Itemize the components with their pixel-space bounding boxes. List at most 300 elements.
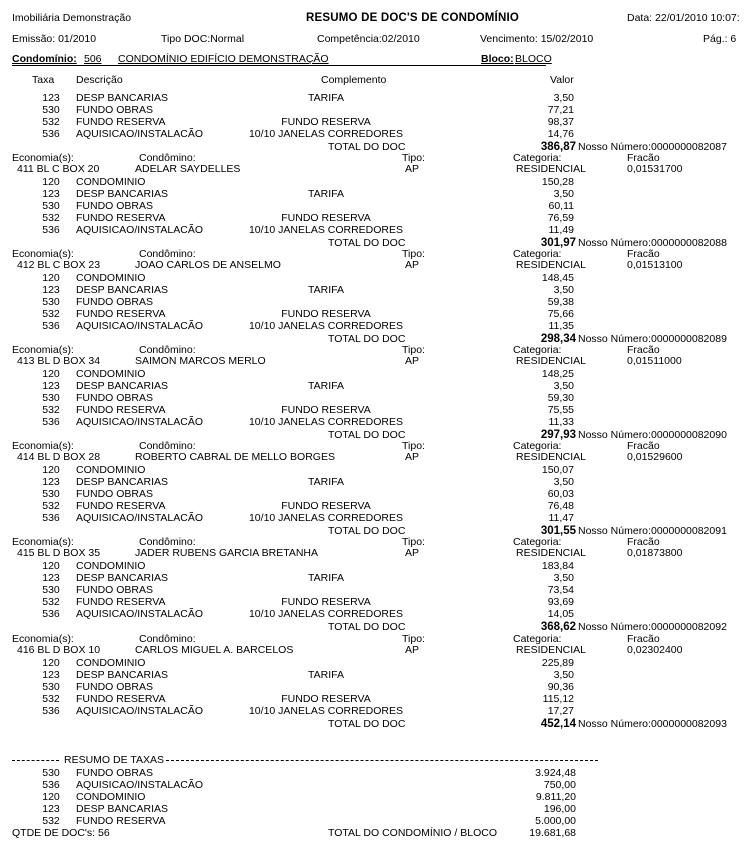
fee-row	[0, 404, 746, 416]
type-value: AP	[405, 451, 420, 464]
fee-description: DESP BANCARIAS	[76, 92, 169, 104]
category-value: RESIDENCIAL	[516, 355, 587, 368]
fee-row	[0, 693, 746, 705]
fee-row	[0, 128, 746, 140]
fee-value: 150,28	[541, 176, 574, 188]
fee-description: AQUISICAO/INSTALACÃO	[76, 608, 203, 621]
fee-complement: FUNDO RESERVA	[281, 308, 371, 321]
fee-complement: TARIFA	[308, 380, 344, 393]
fee-code: 120	[42, 656, 60, 669]
fee-description: AQUISICAO/INSTALACÃO	[76, 512, 203, 525]
fee-value: 59,30	[547, 392, 574, 405]
type-label: Tipo:	[402, 632, 425, 645]
type-value: AP	[405, 163, 420, 175]
economy-value-row	[0, 547, 746, 559]
fee-row	[0, 500, 746, 512]
nosso-numero-value: 0000000082090	[651, 429, 727, 442]
summary-dash-right	[166, 760, 598, 761]
economy-label: Economia(s):	[12, 440, 74, 453]
summary-row	[0, 791, 746, 803]
fee-code: 530	[42, 296, 60, 309]
report-header-line2	[0, 33, 746, 45]
fee-value: 3,50	[553, 668, 574, 681]
fee-row	[0, 596, 746, 608]
fee-value: 60,03	[547, 488, 574, 501]
economy-label: Economia(s):	[12, 632, 74, 645]
fee-code: 120	[42, 176, 60, 188]
summary-code: 530	[42, 767, 60, 779]
fraction-label: Fracão	[627, 152, 660, 164]
fee-complement: TARIFA	[308, 92, 344, 104]
fee-description: CONDOMINIO	[76, 464, 146, 477]
summary-value: 9.811,20	[535, 791, 576, 803]
fee-row	[0, 608, 746, 620]
fee-description: FUNDO RESERVA	[76, 596, 166, 609]
type-value: AP	[405, 259, 420, 272]
doc-total-value: 301,55	[540, 525, 576, 538]
economy-value-row	[0, 355, 746, 367]
nosso-numero-label: Nosso Número:	[578, 621, 651, 634]
fee-row	[0, 368, 746, 380]
summary-total-row	[0, 827, 746, 839]
summary-description: FUNDO RESERVA	[76, 815, 166, 827]
fee-value: 17,27	[547, 704, 574, 717]
fee-description: FUNDO OBRAS	[76, 584, 154, 597]
fee-complement: FUNDO RESERVA	[281, 596, 371, 609]
fee-code: 530	[42, 680, 60, 693]
fee-value: 59,38	[547, 296, 574, 309]
fee-description: AQUISICAO/INSTALACÃO	[76, 416, 203, 429]
fee-description: FUNDO OBRAS	[76, 200, 154, 212]
fee-code: 532	[42, 692, 60, 705]
category-value: RESIDENCIAL	[516, 163, 587, 175]
fee-code: 532	[42, 212, 60, 224]
fee-code: 123	[42, 284, 60, 297]
fee-complement: 10/10 JANELAS CORREDORES	[248, 704, 404, 717]
fee-value: 98,37	[547, 116, 574, 128]
summary-description: DESP BANCARIAS	[76, 803, 169, 815]
fee-description: CONDOMINIO	[76, 560, 146, 573]
fee-row	[0, 669, 746, 681]
type-label: Tipo:	[402, 440, 425, 453]
fee-code: 536	[42, 416, 60, 429]
fee-code: 532	[42, 404, 60, 417]
fee-row	[0, 705, 746, 717]
fee-complement: TARIFA	[308, 572, 344, 585]
nosso-numero-label: Nosso Número:	[578, 429, 651, 442]
fee-code: 123	[42, 572, 60, 585]
fee-value: 3,50	[553, 188, 574, 200]
fraction-value: 0,01511000	[627, 355, 682, 368]
emission-date: Emissão: 01/2010	[12, 33, 97, 45]
fee-value: 11,47	[548, 512, 574, 525]
fee-value: 90,36	[547, 680, 574, 693]
type-label: Tipo:	[402, 344, 425, 357]
fee-code: 532	[42, 500, 60, 513]
fee-code: 536	[42, 128, 60, 140]
fee-value: 75,55	[547, 404, 574, 417]
fee-complement: TARIFA	[308, 476, 344, 489]
fee-row	[0, 464, 746, 476]
fee-row	[0, 188, 746, 200]
summary-title: RESUMO DE TAXAS	[64, 754, 164, 766]
fee-code: 536	[42, 608, 60, 621]
condo-total-value: 19.681,68	[529, 827, 576, 839]
doc-total-label: TOTAL DO DOC	[328, 237, 406, 249]
fee-description: DESP BANCARIAS	[76, 380, 169, 393]
fee-row	[0, 380, 746, 392]
economy-value: 413 BL D BOX 34	[17, 355, 101, 368]
fee-code: 123	[42, 380, 60, 393]
column-header-row	[0, 74, 746, 86]
fee-complement: FUNDO RESERVA	[281, 116, 371, 128]
page-number: Pág.: 6	[703, 33, 737, 45]
fee-description: DESP BANCARIAS	[76, 572, 169, 585]
fee-description: AQUISICAO/INSTALACÃO	[76, 128, 203, 140]
doc-total-label: TOTAL DO DOC	[328, 429, 406, 442]
fee-row	[0, 200, 746, 212]
fee-value: 60,11	[548, 200, 574, 212]
doc-total-value: 452,14	[540, 717, 576, 730]
col-complemento: Complemento	[321, 74, 387, 86]
owner-label: Condômino:	[139, 152, 196, 164]
type-label: Tipo:	[402, 536, 425, 549]
economy-value-row	[0, 163, 746, 175]
category-label: Categoria:	[513, 632, 562, 645]
owner-name: JOAO CARLOS DE ANSELMO	[135, 259, 281, 272]
fee-code: 123	[42, 476, 60, 489]
owner-name: SAIMON MARCOS MERLO	[135, 355, 266, 368]
owner-name: ADELAR SAYDELLES	[135, 163, 241, 175]
fee-description: CONDOMINIO	[76, 656, 146, 669]
fee-code: 123	[42, 92, 60, 104]
category-value: RESIDENCIAL	[516, 451, 587, 464]
fee-row	[0, 320, 746, 332]
doc-total-label: TOTAL DO DOC	[328, 621, 406, 634]
fee-complement: 10/10 JANELAS CORREDORES	[248, 416, 404, 429]
condo-total-label: TOTAL DO CONDOMÍNIO / BLOCO	[328, 827, 497, 839]
fee-value: 73,54	[547, 584, 574, 597]
fee-description: AQUISICAO/INSTALACÃO	[76, 704, 203, 717]
condominium-name: CONDOMÍNIO EDIFÍCIO DEMONSTRAÇÃO	[118, 53, 329, 65]
fraction-value: 0,01531700	[627, 163, 683, 175]
nosso-numero-label: Nosso Número:	[578, 141, 651, 153]
competence: Competência:02/2010	[317, 33, 420, 45]
doc-total-label: TOTAL DO DOC	[328, 141, 406, 153]
doc-total-value: 297,93	[540, 429, 576, 442]
category-label: Categoria:	[513, 440, 562, 453]
fee-row	[0, 92, 746, 104]
fee-complement: 10/10 JANELAS CORREDORES	[248, 128, 404, 140]
nosso-numero-label: Nosso Número:	[578, 525, 651, 538]
summary-value: 5.000,00	[535, 815, 576, 827]
doc-total-value: 301,97	[540, 237, 576, 249]
fee-description: FUNDO OBRAS	[76, 104, 154, 116]
fee-description: FUNDO RESERVA	[76, 500, 166, 513]
type-value: AP	[405, 643, 420, 656]
condominium-underline	[12, 65, 546, 66]
fraction-value: 0,01529600	[627, 451, 683, 464]
owner-label: Condômino:	[139, 536, 196, 549]
nosso-numero-value: 0000000082087	[651, 141, 727, 153]
fee-description: AQUISICAO/INSTALACÃO	[76, 224, 203, 236]
fee-code: 123	[42, 188, 60, 200]
fee-description: FUNDO RESERVA	[76, 692, 166, 705]
fee-row	[0, 416, 746, 428]
category-value: RESIDENCIAL	[516, 643, 587, 656]
fee-row	[0, 308, 746, 320]
fee-value: 77,21	[547, 104, 574, 116]
fee-complement: FUNDO RESERVA	[281, 692, 371, 705]
category-value: RESIDENCIAL	[516, 259, 587, 272]
fraction-label: Fracão	[627, 344, 660, 357]
fee-description: DESP BANCARIAS	[76, 668, 169, 681]
fee-row	[0, 681, 746, 693]
block-value: BLOCO	[515, 53, 552, 65]
economy-label: Economia(s):	[12, 248, 74, 261]
summary-row	[0, 803, 746, 815]
nosso-numero-value: 0000000082092	[651, 621, 727, 634]
fee-complement: FUNDO RESERVA	[281, 404, 371, 417]
fee-value: 14,76	[547, 128, 574, 140]
summary-value: 750,00	[543, 779, 576, 791]
summary-code: 120	[42, 791, 60, 803]
fee-code: 532	[42, 116, 60, 128]
economy-value-row	[0, 259, 746, 271]
fee-complement: TARIFA	[308, 188, 344, 200]
fee-row	[0, 116, 746, 128]
summary-value: 3.924,48	[535, 767, 576, 779]
owner-name: CARLOS MIGUEL A. BARCELOS	[135, 643, 294, 656]
summary-code: 536	[42, 779, 60, 791]
fee-code: 530	[42, 104, 60, 116]
economy-value: 415 BL D BOX 35	[17, 547, 101, 560]
fee-row	[0, 392, 746, 404]
fee-value: 3,50	[553, 380, 574, 393]
fee-code: 536	[42, 512, 60, 525]
category-label: Categoria:	[513, 152, 562, 164]
owner-name: ROBERTO CABRAL DE MELLO BORGES	[135, 451, 335, 464]
fee-complement: 10/10 JANELAS CORREDORES	[248, 512, 404, 525]
fee-code: 120	[42, 560, 60, 573]
fee-row	[0, 657, 746, 669]
fee-description: CONDOMINIO	[76, 176, 146, 188]
nosso-numero-value: 0000000082091	[651, 525, 727, 538]
fee-complement: 10/10 JANELAS CORREDORES	[248, 608, 404, 621]
doc-total-label: TOTAL DO DOC	[328, 525, 406, 538]
owner-label: Condômino:	[139, 440, 196, 453]
fee-value: 14,05	[547, 608, 574, 621]
fee-value: 11,33	[548, 416, 574, 429]
doc-total-label: TOTAL DO DOC	[328, 333, 406, 346]
summary-row	[0, 815, 746, 827]
fee-complement: 10/10 JANELAS CORREDORES	[248, 320, 404, 333]
economy-label: Economia(s):	[12, 536, 74, 549]
fee-row	[0, 296, 746, 308]
summary-code: 532	[42, 815, 60, 827]
fee-value: 150,07	[541, 464, 574, 477]
doc-count: QTDE DE DOC's: 56	[12, 827, 110, 839]
type-label: Tipo:	[402, 152, 425, 164]
fee-value: 3,50	[553, 284, 574, 297]
nosso-numero-value: 0000000082089	[651, 333, 727, 346]
type-label: Tipo:	[402, 248, 425, 261]
economy-value: 416 BL D BOX 10	[17, 643, 101, 656]
fee-description: FUNDO OBRAS	[76, 680, 154, 693]
doc-total-value: 386,87	[540, 141, 576, 153]
fee-row	[0, 176, 746, 188]
economy-label: Economia(s):	[12, 152, 74, 164]
fee-row	[0, 512, 746, 524]
col-taxa: Taxa	[32, 74, 55, 86]
fee-row	[0, 560, 746, 572]
fraction-label: Fracão	[627, 248, 660, 261]
fee-value: 3,50	[553, 92, 574, 104]
doc-total-value: 298,34	[540, 333, 576, 346]
category-label: Categoria:	[513, 248, 562, 261]
category-label: Categoria:	[513, 344, 562, 357]
fee-code: 530	[42, 392, 60, 405]
owner-label: Condômino:	[139, 248, 196, 261]
fee-code: 123	[42, 668, 60, 681]
summary-description: FUNDO OBRAS	[76, 767, 154, 779]
fee-code: 530	[42, 584, 60, 597]
fee-code: 536	[42, 704, 60, 717]
economy-value-row	[0, 451, 746, 463]
condominium-code: 506	[84, 53, 102, 65]
doc-total-row	[0, 718, 746, 730]
fee-value: 3,50	[553, 572, 574, 585]
fraction-value: 0,01873800	[627, 547, 683, 560]
fee-row	[0, 284, 746, 296]
economy-value-row	[0, 644, 746, 656]
col-valor: Valor	[550, 74, 574, 86]
fee-complement: TARIFA	[308, 668, 344, 681]
doc-total-label: TOTAL DO DOC	[328, 717, 406, 730]
fee-code: 120	[42, 368, 60, 381]
fee-row	[0, 476, 746, 488]
fee-description: CONDOMINIO	[76, 368, 146, 381]
economy-value: 414 BL D BOX 28	[17, 451, 101, 464]
summary-description: CONDOMINIO	[76, 791, 146, 803]
fee-value: 11,35	[548, 320, 574, 333]
summary-value: 196,00	[543, 803, 576, 815]
company-name: Imobiliária Demonstração	[12, 12, 132, 24]
fee-value: 75,66	[547, 308, 574, 321]
fee-value: 76,48	[547, 500, 574, 513]
fraction-value: 0,01513100	[627, 259, 683, 272]
fee-row	[0, 572, 746, 584]
owner-name: JADER RUBENS GARCIA BRETANHA	[135, 547, 319, 560]
fee-code: 120	[42, 272, 60, 285]
fee-row	[0, 104, 746, 116]
nosso-numero-label: Nosso Número:	[578, 717, 651, 730]
summary-row	[0, 779, 746, 791]
nosso-numero-label: Nosso Número:	[578, 333, 651, 346]
fee-description: AQUISICAO/INSTALACÃO	[76, 320, 203, 333]
fee-code: 532	[42, 596, 60, 609]
fee-row	[0, 488, 746, 500]
fee-description: FUNDO RESERVA	[76, 308, 166, 321]
fee-value: 93,69	[547, 596, 574, 609]
fee-description: CONDOMINIO	[76, 272, 146, 285]
fee-row	[0, 584, 746, 596]
condominium-label: Condomínio:	[12, 53, 77, 65]
fee-description: DESP BANCARIAS	[76, 284, 169, 297]
owner-label: Condômino:	[139, 632, 196, 645]
fraction-label: Fracão	[627, 632, 660, 645]
economy-value: 411 BL C BOX 20	[17, 163, 100, 175]
economy-value: 412 BL C BOX 23	[17, 259, 101, 272]
nosso-numero-value: 0000000082088	[651, 237, 727, 249]
fee-description: FUNDO RESERVA	[76, 116, 166, 128]
fee-description: FUNDO OBRAS	[76, 488, 154, 501]
fee-code: 532	[42, 308, 60, 321]
due-date: Vencimento: 15/02/2010	[480, 33, 594, 45]
fee-description: DESP BANCARIAS	[76, 476, 169, 489]
fee-description: FUNDO OBRAS	[76, 392, 154, 405]
fee-code: 120	[42, 464, 60, 477]
fraction-label: Fracão	[627, 440, 660, 453]
fee-complement: FUNDO RESERVA	[281, 500, 371, 513]
condominium-line	[0, 53, 746, 65]
fraction-label: Fracão	[627, 536, 660, 549]
type-value: AP	[405, 355, 420, 368]
fee-code: 530	[42, 488, 60, 501]
economy-label: Economia(s):	[12, 344, 74, 357]
fee-code: 536	[42, 224, 60, 236]
fee-value: 3,50	[553, 476, 574, 489]
fee-row	[0, 272, 746, 284]
fee-value: 183,84	[541, 560, 574, 573]
fee-complement: FUNDO RESERVA	[281, 212, 371, 224]
col-descricao: Descrição	[76, 74, 123, 86]
fee-code: 536	[42, 320, 60, 333]
fee-value: 115,12	[542, 692, 574, 705]
doc-type: Tipo DOC:Normal	[161, 33, 245, 45]
report-date: Data: 22/01/2010 10:07:	[627, 12, 740, 24]
category-value: RESIDENCIAL	[516, 547, 587, 560]
fee-description: DESP BANCARIAS	[76, 188, 169, 200]
type-value: AP	[405, 547, 420, 560]
fee-complement: 10/10 JANELAS CORREDORES	[248, 224, 404, 236]
fee-value: 225,89	[541, 656, 574, 669]
fee-code: 530	[42, 200, 60, 212]
fraction-value: 0,02302400	[627, 643, 683, 656]
fee-row	[0, 224, 746, 236]
nosso-numero-label: Nosso Número:	[578, 237, 651, 249]
fee-value: 148,25	[541, 368, 574, 381]
nosso-numero-value: 0000000082093	[651, 717, 727, 730]
fee-value: 148,45	[541, 272, 574, 285]
summary-description: AQUISICAO/INSTALACÃO	[76, 779, 203, 791]
report-header-line1	[0, 12, 746, 24]
fee-row	[0, 212, 746, 224]
summary-row	[0, 767, 746, 779]
fee-description: FUNDO RESERVA	[76, 404, 166, 417]
doc-total-value: 368,62	[540, 621, 576, 634]
category-label: Categoria:	[513, 536, 562, 549]
fee-value: 76,59	[547, 212, 574, 224]
block-label: Bloco:	[481, 53, 514, 65]
fee-value: 11,49	[548, 224, 574, 236]
fee-description: FUNDO OBRAS	[76, 296, 154, 309]
owner-label: Condômino:	[139, 344, 196, 357]
fee-description: FUNDO RESERVA	[76, 212, 166, 224]
report-title: RESUMO DE DOC'S DE CONDOMÍNIO	[306, 12, 519, 24]
fee-complement: TARIFA	[308, 284, 344, 297]
summary-code: 123	[42, 803, 60, 815]
